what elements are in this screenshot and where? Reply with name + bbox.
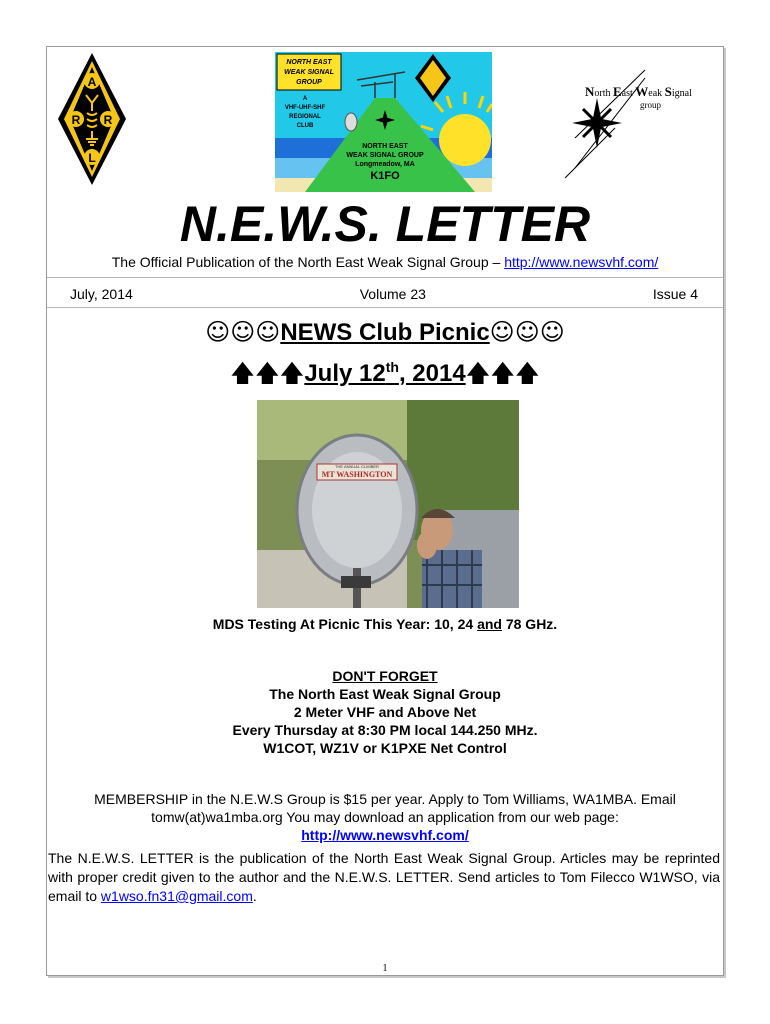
logo-club2: VHF-UHF-SHF — [284, 105, 326, 111]
photo-caption: MDS Testing At Picnic This Year: 10, 24 and 78 GHz. — [212, 616, 558, 632]
logo-place: Longmeadow, MA — [355, 161, 415, 168]
subtitle-text: The Official Publication of the North East Weak Signal Group – — [111, 254, 505, 270]
page-number: 1 — [382, 963, 388, 974]
email-link[interactable]: w1wso.fn31@gmail.com — [100, 888, 253, 904]
picnic-date-text: July 12th, 2014 — [304, 359, 466, 387]
svg-text:R: R — [103, 113, 113, 127]
logo-line3: GROUP — [296, 79, 322, 86]
net-heading: DON'T FORGET — [332, 668, 438, 684]
svg-text:R: R — [71, 113, 81, 127]
divider-top — [47, 277, 723, 278]
svg-text:L: L — [88, 151, 96, 165]
membership-link[interactable]: http://www.newsvhf.com/ — [301, 827, 469, 843]
svg-text:A: A — [87, 75, 97, 89]
website-link[interactable]: http://www.newsvhf.com/ — [504, 254, 659, 270]
news-compass-logo — [555, 68, 695, 180]
compass-star-icon — [572, 98, 622, 148]
logo-club1: A — [302, 96, 308, 102]
picnic-photo — [257, 400, 519, 608]
picnic-date — [0, 356, 770, 397]
logo-group2: WEAK SIGNAL GROUP — [346, 152, 424, 159]
issue-volume: Volume 23 — [359, 286, 426, 302]
issue-number: Issue 4 — [652, 286, 698, 302]
news-group-logo — [275, 52, 492, 192]
newsletter-subtitle — [0, 254, 770, 270]
arrow-up-icons-left: 🡅🡅🡅 — [230, 359, 305, 387]
net-line4: W1COT, WZ1V or K1PXE Net Control — [263, 740, 507, 756]
arrl-logo — [56, 51, 128, 187]
smiley-icons-right: ☺☺☺ — [489, 318, 565, 346]
membership-info — [60, 790, 710, 844]
logo-group1: NORTH EAST — [362, 143, 408, 150]
logo-line1: NORTH EAST — [286, 59, 332, 66]
newsletter-title: N.E.W.S. LETTER — [179, 196, 591, 252]
picnic-headline — [0, 318, 770, 347]
dish-small-label: THE ANNUAL CLIMBER — [335, 464, 379, 469]
membership-text: MEMBERSHIP in the N.E.W.S Group is $15 per year. Apply to Tom Williams, WA1MBA. Email tomw(at)wa1mba.org You may download an application from our web page: — [94, 791, 676, 825]
divider-bottom — [47, 307, 723, 308]
logo-club3: REGIONAL — [289, 114, 321, 120]
logo-club4: CLUB — [296, 123, 314, 129]
publication-note: The N.E.W.S. LETTER is the publication of the North East Weak Signal Group. Articles may be reprinted with proper credit given to the author and the N.E.W.S. LETTER. Send articles to Tom Filecco W1WSO, via email to w1wso.fn31@gmail.com. — [48, 850, 720, 904]
net-line3: Every Thursday at 8:30 PM local 144.250 MHz. — [232, 722, 538, 738]
logo-callsign: K1FO — [370, 170, 400, 182]
smiley-icons-left: ☺☺☺ — [205, 318, 281, 346]
issue-date: July, 2014 — [70, 286, 133, 302]
logo-line2: WEAK SIGNAL — [284, 69, 334, 76]
net-line1: The North East Weak Signal Group — [269, 686, 501, 702]
arrow-up-icons-right: 🡅🡅🡅 — [465, 359, 540, 387]
dish-label: MT WASHINGTON — [321, 470, 393, 479]
logo-right-group: group — [640, 100, 661, 110]
issue-info-row — [70, 286, 698, 302]
logo-right-line: North East Weak Signal — [585, 84, 692, 99]
net-line2: 2 Meter VHF and Above Net — [293, 704, 477, 720]
net-announcement — [0, 667, 770, 757]
picnic-headline-text: NEWS Club Picnic — [280, 319, 490, 346]
